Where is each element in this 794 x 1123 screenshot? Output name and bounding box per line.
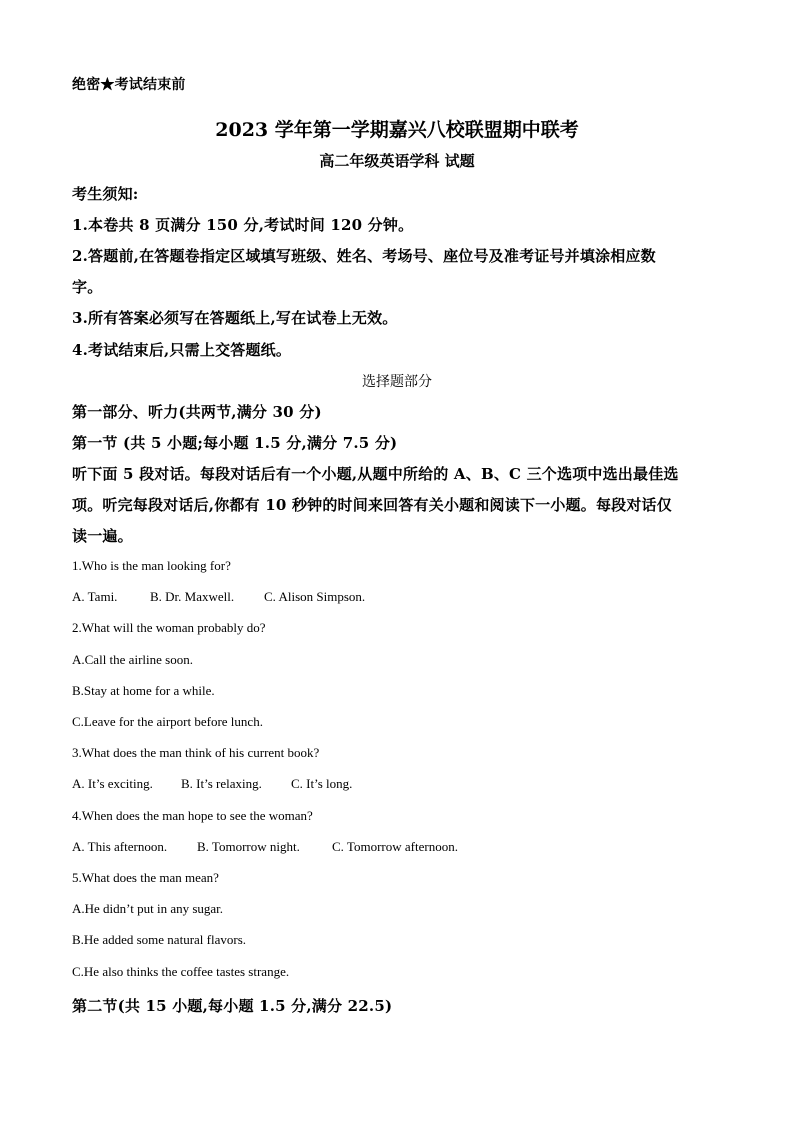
question-4-options [72, 839, 458, 855]
part1-heading: 第一部分、听力(共两节,满分 30 分) [72, 403, 322, 421]
q3-option-a: A. It’s exciting. [72, 776, 153, 791]
q2-option-c: C.Leave for the airport before lunch. [72, 714, 263, 729]
q2-option-b: B.Stay at home for a while. [72, 683, 215, 698]
q1-option-b: B. Dr. Maxwell. [150, 589, 235, 604]
q4-option-b: B. Tomorrow night. [197, 839, 300, 854]
question-4-stem: 4.When does the man hope to see the woman? [72, 808, 313, 823]
instructions-line-3: 读一遍。 [72, 527, 133, 545]
notice-item-3: 3.所有答案必须写在答题纸上,写在试卷上无效。 [72, 309, 398, 327]
notice-item-2: 2.答题前,在答题卷指定区域填写班级、姓名、考场号、座位号及准考证号并填涂相应数 [72, 247, 656, 265]
q4-option-c: C. Tomorrow afternoon. [332, 839, 458, 854]
q3-option-b: B. It’s relaxing. [181, 776, 262, 791]
instructions-line-2: 项。听完每段对话后,你都有 10 秒钟的时间来回答有关小题和阅读下一小题。每段对话仅 [72, 496, 672, 514]
section1-heading: 第一节 (共 5 小题;每小题 1.5 分,满分 7.5 分) [72, 434, 398, 452]
q1-option-a: A. Tami. [72, 589, 118, 604]
notice-item-4: 4.考试结束后,只需上交答题纸。 [72, 341, 292, 359]
q1-option-c: C. Alison Simpson. [264, 589, 366, 604]
q5-option-a: A.He didn’t put in any sugar. [72, 901, 224, 916]
question-3-options [72, 776, 352, 792]
q5-option-b: B.He added some natural flavors. [72, 932, 247, 947]
instructions-line-1: 听下面 5 段对话。每段对话后有一个小题,从题中所给的 A、B、C 三个选项中选出最佳选 [72, 465, 679, 483]
q4-option-a: A. This afternoon. [72, 839, 168, 854]
notice-item-1: 1.本卷共 8 页满分 150 分,考试时间 120 分钟。 [72, 216, 414, 234]
question-5-stem: 5.What does the man mean? [72, 870, 219, 885]
section-label: 选择题部分 [362, 374, 432, 390]
section2-heading: 第二节(共 15 小题,每小题 1.5 分,满分 22.5) [72, 997, 393, 1015]
exam-title: 2023 学年第一学期嘉兴八校联盟期中联考 [215, 119, 579, 141]
q3-option-c: C. It’s long. [291, 776, 353, 791]
exam-subtitle: 高二年级英语学科 试题 [319, 152, 475, 170]
question-3-stem: 3.What does the man think of his current book? [72, 745, 320, 760]
notice-item-2-cont: 字。 [72, 278, 103, 296]
q2-option-a: A.Call the airline soon. [72, 652, 193, 667]
confidential-label: 绝密★考试结束前 [72, 77, 186, 93]
question-2-stem: 2.What will the woman probably do? [72, 620, 266, 635]
question-1-options [72, 589, 365, 605]
q5-option-c: C.He also thinks the coffee tastes strange. [72, 964, 290, 979]
notice-heading: 考生须知: [72, 185, 139, 203]
question-1-stem: 1.Who is the man looking for? [72, 558, 231, 573]
